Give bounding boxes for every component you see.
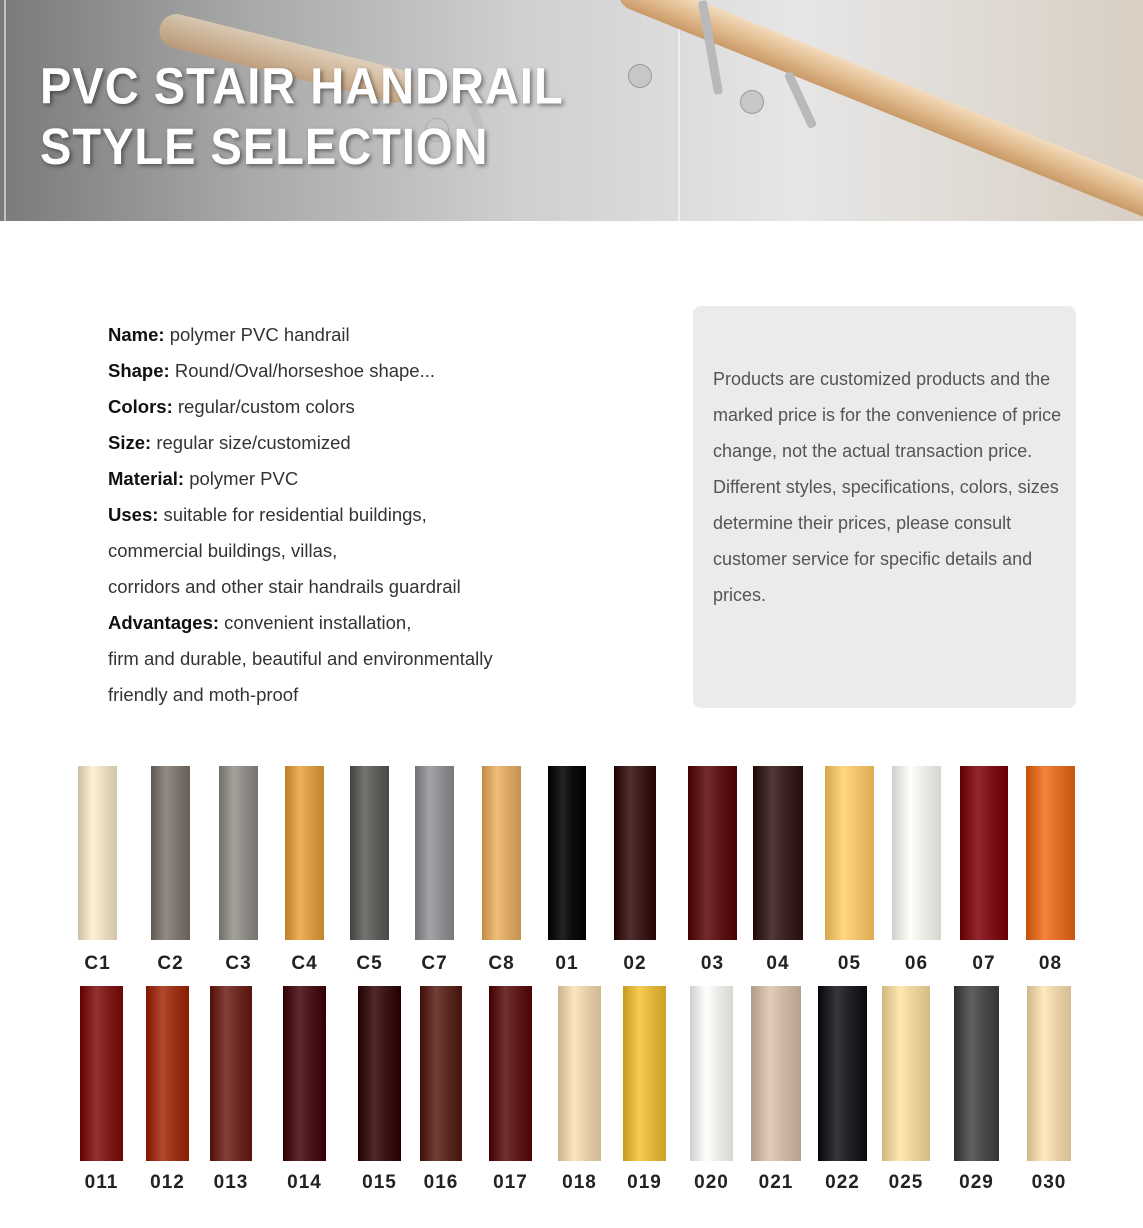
swatch-code-label: 07: [972, 953, 996, 974]
swatch-code-label: 018: [562, 1172, 597, 1193]
swatch-code-label: 03: [700, 953, 725, 974]
swatch-code-label: 021: [758, 1172, 794, 1193]
wall-mount-disk: [628, 64, 652, 88]
spec-line: [108, 353, 628, 389]
spec-line: [108, 425, 628, 461]
price-note-paragraph: Products are customized products and the marked price is for the convenience of price change, not the actual transaction price.: [713, 369, 1062, 461]
color-swatch-025: [882, 986, 930, 1161]
color-swatch-06: [892, 766, 941, 940]
swatch-code-label: 012: [150, 1172, 185, 1193]
color-swatch-018: [558, 986, 601, 1161]
color-swatch-019: [623, 986, 666, 1161]
swatch-code-label: 022: [825, 1172, 860, 1193]
color-swatch-029: [954, 986, 999, 1161]
spec-value: polymer PVC: [184, 468, 299, 489]
color-swatch-C5: [350, 766, 389, 940]
spec-label: Advantages:: [108, 612, 220, 633]
product-specs: [108, 317, 628, 713]
spec-value: Round/Oval/horseshoe shape...: [169, 360, 436, 381]
spec-value: commercial buildings, villas,: [108, 540, 338, 561]
title-line-2: STYLE SELECTION: [40, 117, 489, 175]
swatch-code-label: 02: [623, 953, 647, 974]
spec-value: friendly and moth-proof: [108, 684, 299, 705]
swatch-code-label: C3: [225, 953, 252, 974]
spec-label: Uses:: [108, 504, 159, 525]
spec-value: polymer PVC handrail: [164, 324, 350, 345]
swatch-code-label: 04: [766, 953, 790, 974]
price-note-paragraph: Different styles, specifications, colors, sizes determine their prices, please consult customer service for specific details and prices.: [713, 477, 1059, 605]
spec-value: convenient installation,: [219, 612, 412, 633]
color-swatch-C7: [415, 766, 454, 940]
spec-line: [108, 533, 628, 569]
color-swatch-011: [80, 986, 123, 1161]
swatch-code-label: 014: [287, 1172, 322, 1193]
swatch-code-label: 011: [84, 1172, 119, 1193]
color-swatch-015: [358, 986, 401, 1161]
color-swatch-02: [614, 766, 656, 940]
spec-line: [108, 461, 628, 497]
swatch-code-label: C1: [84, 953, 111, 974]
swatch-code-label: 019: [627, 1172, 662, 1193]
spec-value: firm and durable, beautiful and environmentally: [108, 648, 493, 669]
spec-line: [108, 497, 628, 533]
page-title: [40, 56, 564, 177]
swatch-code-label: C2: [157, 953, 184, 974]
swatch-code-label: 08: [1038, 953, 1063, 974]
spec-label: Material:: [108, 468, 185, 489]
color-swatch-020: [690, 986, 733, 1161]
swatch-code-label: 025: [888, 1172, 924, 1193]
color-swatch-021: [751, 986, 801, 1161]
swatch-code-label: 015: [362, 1172, 397, 1193]
color-swatch-017: [489, 986, 532, 1161]
color-swatch-014: [283, 986, 326, 1161]
spec-line: [108, 677, 628, 713]
spec-line: [108, 389, 628, 425]
spec-value: corridors and other stair handrails guardrail: [108, 576, 461, 597]
handrail-photo: [614, 0, 1143, 221]
spec-label: Size:: [108, 432, 152, 453]
color-swatch-C3: [219, 766, 258, 940]
swatch-code-label: 030: [1031, 1172, 1067, 1193]
swatch-code-label: C7: [421, 953, 448, 974]
spec-line: [108, 317, 628, 353]
color-swatch-05: [825, 766, 874, 940]
swatch-code-label: 020: [694, 1172, 729, 1193]
color-swatch-030: [1027, 986, 1071, 1161]
header-banner: [0, 0, 1143, 221]
spec-line: [108, 569, 628, 605]
color-swatch-C4: [285, 766, 324, 940]
spec-line: [108, 605, 628, 641]
color-swatch-C8: [482, 766, 521, 940]
color-swatch-012: [146, 986, 189, 1161]
spec-value: regular size/customized: [151, 432, 351, 453]
spec-label: Shape:: [108, 360, 170, 381]
swatch-code-label: 013: [213, 1172, 249, 1193]
color-swatch-C2: [151, 766, 190, 940]
color-swatch-013: [210, 986, 252, 1161]
color-swatch-08: [1026, 766, 1075, 940]
color-swatch-04: [753, 766, 803, 940]
swatch-code-label: 01: [555, 953, 579, 974]
swatch-code-label: 06: [904, 953, 929, 974]
title-line-1: PVC STAIR HANDRAIL: [40, 57, 564, 115]
spec-value: suitable for residential buildings,: [158, 504, 427, 525]
swatch-code-label: 016: [423, 1172, 459, 1193]
price-note-box: [693, 306, 1076, 708]
spec-label: Colors:: [108, 396, 173, 417]
color-swatch-016: [420, 986, 462, 1161]
glass-panel-edge: [4, 0, 6, 221]
spec-value: regular/custom colors: [172, 396, 355, 417]
spec-line: [108, 641, 628, 677]
swatch-code-label: C8: [488, 953, 515, 974]
swatch-code-label: C5: [356, 953, 383, 974]
glass-panel-edge: [678, 0, 680, 221]
wall-mount-disk: [740, 90, 764, 114]
color-swatch-01: [548, 766, 586, 940]
color-swatch-C1: [78, 766, 117, 940]
color-swatch-03: [688, 766, 737, 940]
swatch-code-label: C4: [291, 953, 318, 974]
swatch-code-label: 029: [959, 1172, 994, 1193]
swatch-code-label: 017: [493, 1172, 528, 1193]
swatch-code-label: 05: [837, 953, 862, 974]
color-swatch-07: [960, 766, 1008, 940]
spec-label: Name:: [108, 324, 165, 345]
color-swatch-022: [818, 986, 867, 1161]
